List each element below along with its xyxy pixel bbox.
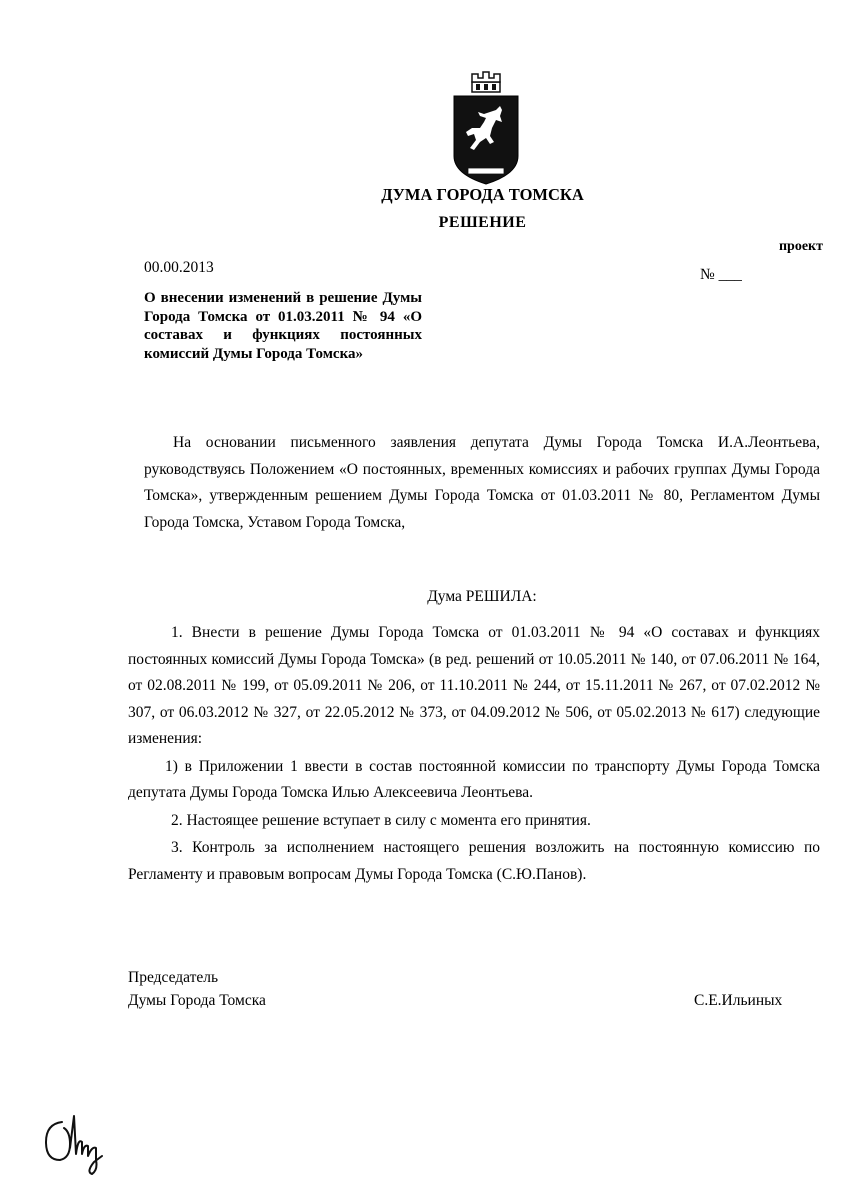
organization-title: ДУМА ГОРОДА ТОМСКА (381, 185, 584, 204)
decision-subject: О внесении изменений в решение Думы Города Томска от 01.03.2011 № 94 «О составах и функциях постоянных комиссий Думы Города Томска» (144, 290, 422, 362)
resolved-heading: Дума РЕШИЛА: (427, 588, 537, 605)
signatory-title-line: Председатель (128, 969, 219, 986)
crown-icon (472, 72, 500, 92)
decision-item: 1) в Приложении 1 ввести в состав постоянной комиссии по транспорту Думы Города Томска депутата Думы Города Томска Илью Алексеевича Леонтьева. (128, 757, 820, 801)
decision-item: 1. Внести в решение Думы Города Томска от 01.03.2011 № 94 «О составах и функциях постоянных комиссий Думы Города Томска» (в ред. решений от 10.05.2011 № 140, от 07.06.2011 № 164, от 02.08.2011 № 199, от 05.09.2011 № 206, от 11.10.2011 № 244, от 15.11.2011 № 267, от 07.02.2012 № 307, от 06.03.2012 № 327, от 22.05.2012 № 373, от 04.09.2012 № 506, от 05.02.2013 № 617) следующие изменения: (128, 624, 820, 747)
legal-basis-paragraph: На основании письменного заявления депутата Думы Города Томска И.А.Леонтьева, руководствуясь Положением «О постоянных, временных комиссиях и рабочих группах Думы Города Томска», утвержденным решением Думы Города Томска от 01.03.2011 № 80, Регламентом Думы Города Томска, Уставом Города Томска, (144, 434, 820, 531)
signatory-name: С.Е.Ильиных (694, 992, 783, 1009)
tomsk-coat-of-arms-icon (450, 70, 522, 188)
draft-mark: проект (778, 239, 823, 254)
document-number: № ___ (700, 266, 742, 283)
decision-item: 3. Контроль за исполнением настоящего решения возложить на постоянную комиссию по Регламенту и правовым вопросам Думы Города Томска (С.Ю.Панов). (128, 839, 820, 883)
document-type: РЕШЕНИЕ (438, 214, 527, 231)
decision-items (128, 620, 820, 888)
signatory-title-line: Думы Города Томска (128, 992, 266, 1009)
document-date: 00.00.2013 (144, 259, 214, 276)
ribbon-icon (468, 168, 504, 174)
signatory-title (128, 966, 266, 1012)
handwritten-signature-icon (40, 1108, 120, 1178)
decision-item: 2. Настоящее решение вступает в силу с момента его принятия. (171, 811, 591, 829)
